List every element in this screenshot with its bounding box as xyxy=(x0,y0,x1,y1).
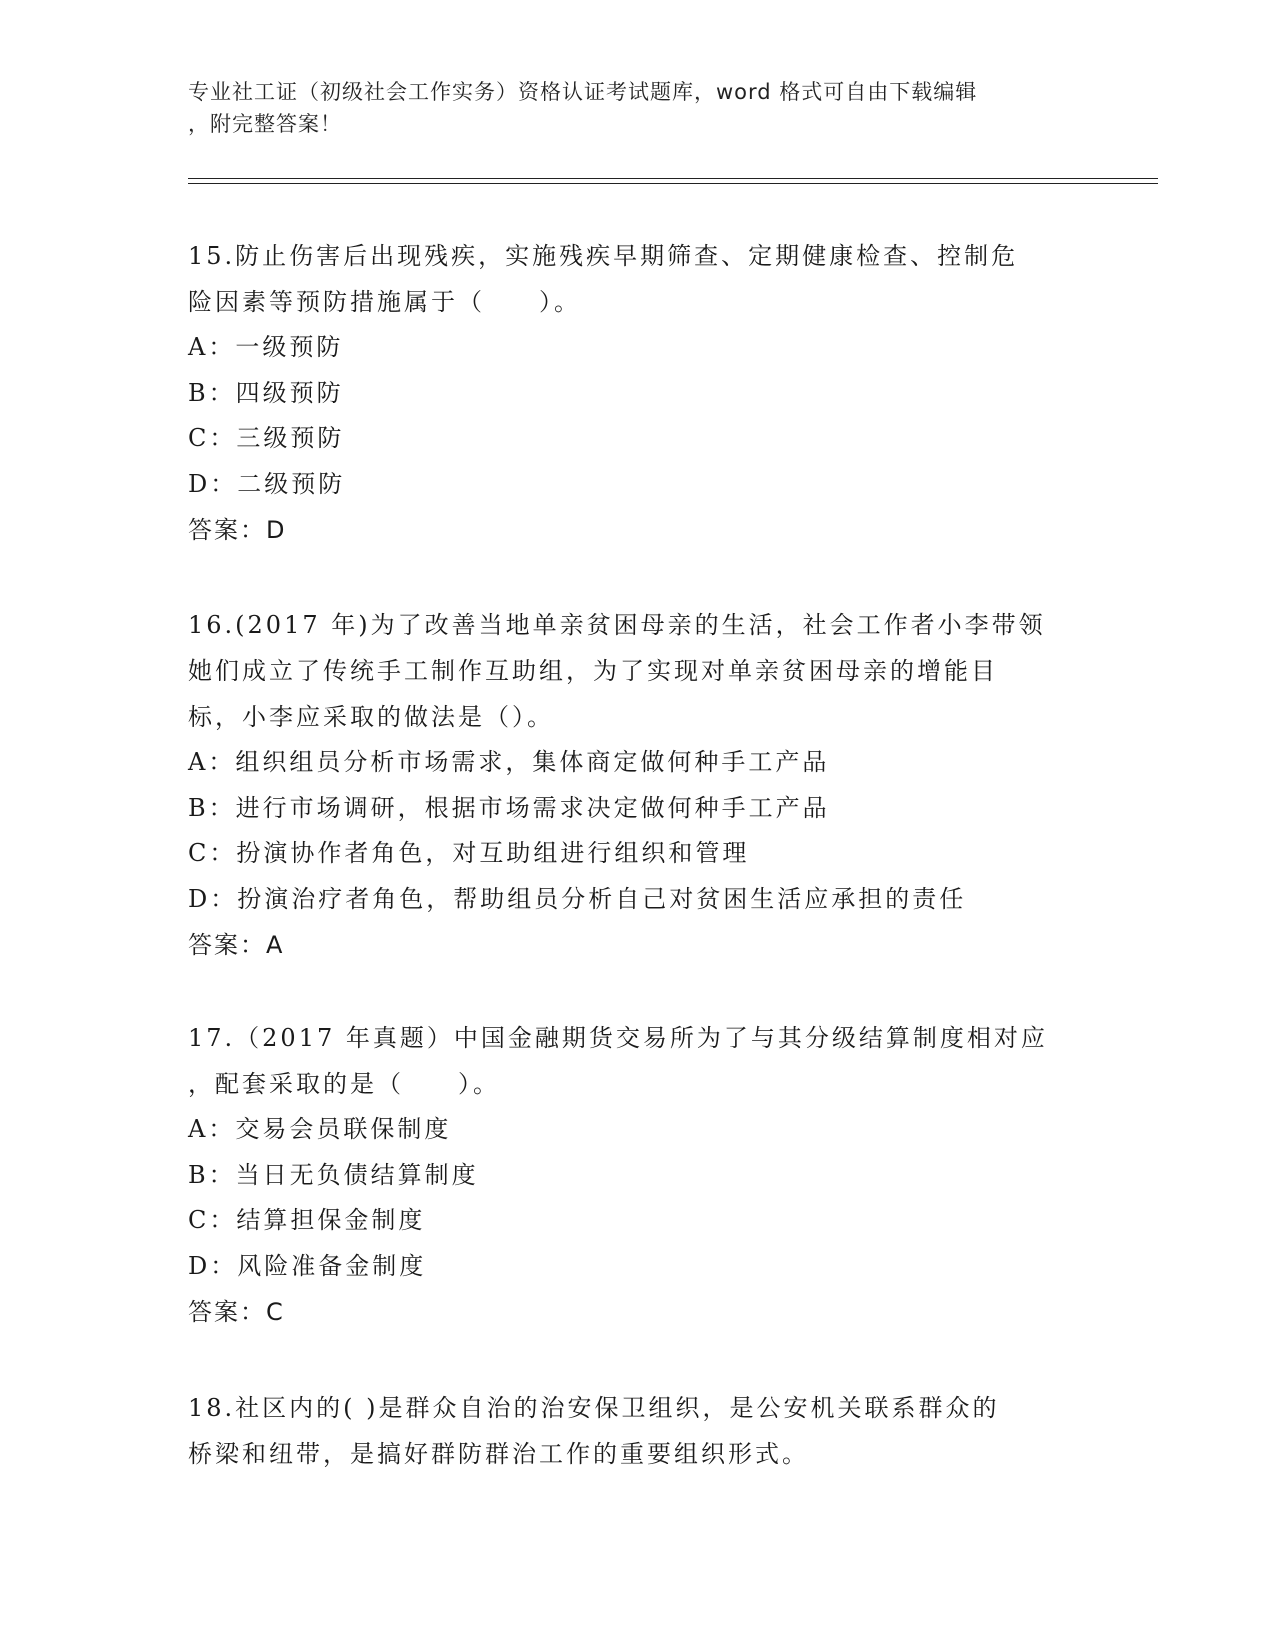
option-d: D：扮演治疗者角色，帮助组员分析自己对贫困生活应承担的责任 xyxy=(188,884,967,913)
question-stem xyxy=(188,602,1088,740)
option-d: D：二级预防 xyxy=(188,469,346,498)
option-b: B：四级预防 xyxy=(188,378,344,407)
question-15 xyxy=(188,233,1088,553)
header-divider-top xyxy=(188,178,1158,179)
question-18 xyxy=(188,1385,1088,1477)
document-header xyxy=(188,76,1088,140)
question-17 xyxy=(188,1015,1088,1335)
header-divider-bottom xyxy=(188,183,1158,184)
question-stem xyxy=(188,1385,1088,1477)
option-a: A：组织组员分析市场需求，集体商定做何种手工产品 xyxy=(188,748,830,776)
answer-label: 答案：D xyxy=(188,516,287,544)
question-16 xyxy=(188,602,1088,968)
question-line: 桥梁和纽带，是搞好群防群治工作的重要组织形式。 xyxy=(188,1440,809,1468)
question-line: ，配套采取的是（ ）。 xyxy=(188,1070,500,1098)
option-d: D：风险准备金制度 xyxy=(188,1251,427,1280)
question-line: 15.防止伤害后出现残疾，实施残疾早期筛查、定期健康检查、控制危 xyxy=(188,242,1019,270)
answer-label: 答案：C xyxy=(188,1298,285,1326)
question-line: 17.（2017 年真题）中国金融期货交易所为了与其分级结算制度相对应 xyxy=(188,1024,1048,1052)
header-line-1: 专业社工证（初级社会工作实务）资格认证考试题库，word 格式可自由下载编辑 xyxy=(188,80,978,104)
option-c: C：结算担保金制度 xyxy=(188,1206,426,1234)
option-b: B：当日无负债结算制度 xyxy=(188,1160,479,1189)
option-c: C：三级预防 xyxy=(188,424,345,452)
option-c: C：扮演协作者角色，对互助组进行组织和管理 xyxy=(188,839,750,867)
question-stem xyxy=(188,233,1088,325)
question-line: 险因素等预防措施属于（ ）。 xyxy=(188,288,581,316)
question-line: 18.社区内的( )是群众自治的治安保卫组织，是公安机关联系群众的 xyxy=(188,1394,1000,1422)
header-line-2: ，附完整答案！ xyxy=(188,112,342,136)
question-line: 她们成立了传统手工制作互助组，为了实现对单亲贫困母亲的增能目 xyxy=(188,657,998,685)
option-a: A：一级预防 xyxy=(188,333,344,361)
option-a: A：交易会员联保制度 xyxy=(188,1115,452,1143)
option-b: B：进行市场调研，根据市场需求决定做何种手工产品 xyxy=(188,793,830,822)
question-line: 16.(2017 年)为了改善当地单亲贫困母亲的生活，社会工作者小李带领 xyxy=(188,611,1046,639)
question-stem xyxy=(188,1015,1088,1107)
question-line: 标，小李应采取的做法是（）。 xyxy=(188,703,554,731)
answer-label: 答案：A xyxy=(188,931,285,959)
